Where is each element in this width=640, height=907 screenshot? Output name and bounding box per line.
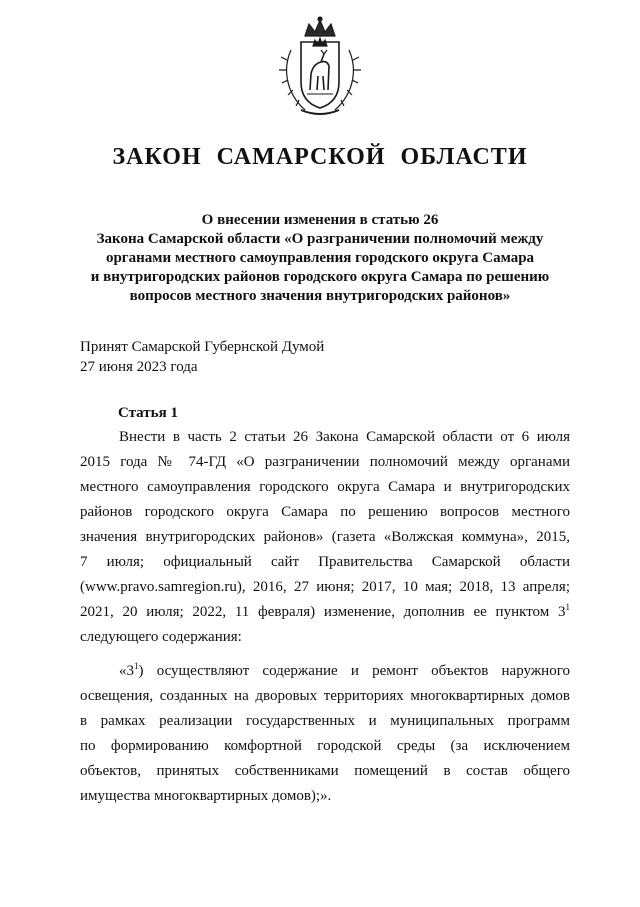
- text-line: районов городского округа Самара по решению вопросов местного: [80, 504, 570, 520]
- text-line: следующего содержания:: [80, 629, 242, 645]
- text-line: по формированию комфортной городской среды (за исключением: [80, 738, 570, 754]
- article-paragraph-2: [80, 659, 570, 809]
- adoption-info: [80, 337, 324, 377]
- text-line: [80, 600, 570, 625]
- text-line: 2015 года № 74-ГД «О разграничении полномочий между органами: [80, 454, 570, 470]
- subject-line: органами местного самоуправления городского округа Самара: [105, 250, 535, 266]
- point-superscript: 1: [134, 661, 139, 671]
- text-line: Внести в часть 2 статьи 26 Закона Самарской области от 6 июля: [119, 429, 570, 445]
- subject-line: Закона Самарской области «О разграничении полномочий между: [96, 231, 544, 247]
- quote-start: «3: [119, 663, 134, 679]
- point-superscript: 1: [565, 602, 570, 612]
- article-heading: Статья 1: [118, 405, 178, 421]
- subject-line: О внесении изменения в статью 26: [201, 212, 439, 228]
- text-line: (www.pravo.samregion.ru), 2016, 27 июня; 2017, 10 мая; 2018, 13 апреля;: [80, 579, 570, 595]
- text-line-content: 2021, 20 июля; 2022, 11 февраля) изменение, дополнив ее пунктом 3: [80, 604, 566, 620]
- samara-coat-of-arms-emblem: [277, 16, 363, 120]
- text-line: местного самоуправления городского округа Самара и внутригородских: [80, 479, 570, 495]
- text-line-content: ) осуществляют содержание и ремонт объектов наружного: [138, 663, 570, 679]
- text-line: имущества многоквартирных домов);».: [80, 788, 332, 804]
- adopting-body: Принят Самарской Губернской Думой: [80, 339, 325, 355]
- text-line: значения внутригородских районов» (газета «Волжская коммуна», 2015,: [80, 529, 570, 545]
- text-line: объектов, принятых собственниками помещений в состав общего: [80, 763, 570, 779]
- article-paragraph-1: [80, 425, 570, 650]
- text-line: освещения, созданных на дворовых территориях многоквартирных домов: [80, 688, 570, 704]
- text-line: 7 июля; официальный сайт Правительства Самарской области: [80, 554, 570, 570]
- adoption-date: 27 июня 2023 года: [80, 359, 198, 375]
- law-title: ЗАКОН САМАРСКОЙ ОБЛАСТИ: [112, 144, 528, 170]
- law-subject: [70, 211, 570, 306]
- text-line: в рамках реализации государственных и муниципальных программ: [80, 713, 570, 729]
- subject-line: вопросов местного значения внутригородских районов»: [129, 288, 511, 304]
- text-line: [80, 659, 570, 684]
- subject-line: и внутригородских районов городского округа Самара по решению: [90, 269, 550, 285]
